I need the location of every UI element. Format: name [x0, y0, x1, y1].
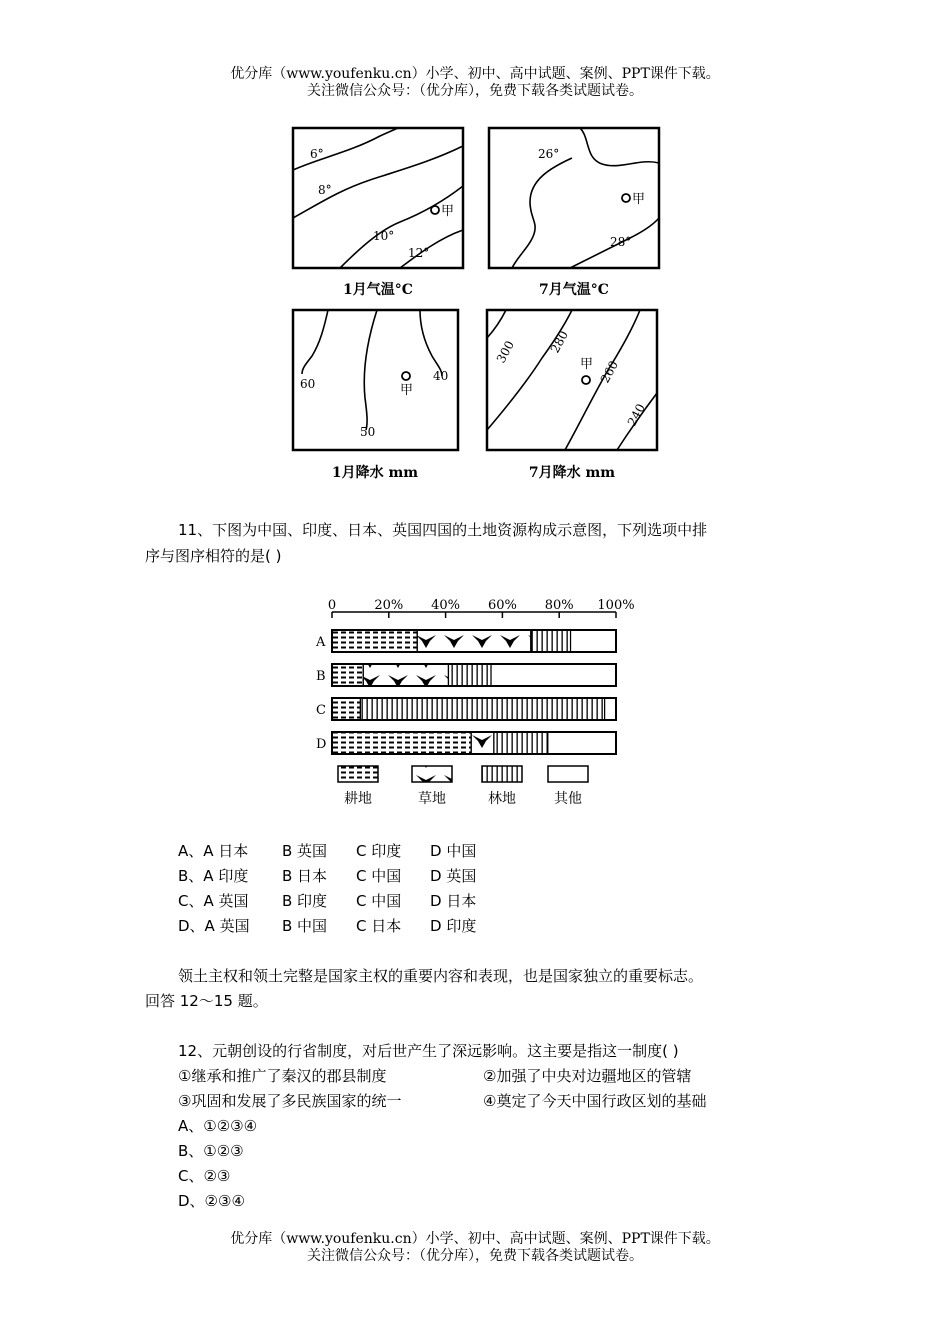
isoline-label: 10°: [373, 229, 395, 243]
point-label: 甲: [632, 192, 646, 207]
passage-line-2: 回答 12～15 题。: [145, 992, 268, 1010]
legend: [338, 766, 588, 807]
bar-segment: [332, 732, 471, 754]
bar-segment: [332, 664, 363, 686]
option-d-part-2: B 中国: [282, 917, 328, 935]
bars: [315, 630, 616, 754]
option-a-part-1[interactable]: A、A 日本: [178, 842, 249, 860]
isoline-label: 240: [624, 401, 648, 429]
legend-label: 林地: [488, 791, 516, 807]
header-line-2: 关注微信公众号：（优分库），免费下载各类试题试卷。: [307, 83, 643, 99]
option-b-part-1[interactable]: B、A 印度: [178, 867, 249, 885]
bar-category-label: C: [316, 703, 326, 718]
question-11-line-1: 11、下图为中国、印度、日本、英国四国的土地资源构成示意图，下列选项中排: [178, 521, 708, 539]
point-marker-icon: [431, 206, 439, 214]
legend-label: 耕地: [344, 791, 372, 807]
legend-swatch: [412, 766, 452, 782]
bar-segment: [471, 732, 494, 754]
bar-segment: [491, 664, 616, 686]
option-b-part-4: D 英国: [430, 867, 477, 885]
option-c-part-3: C 中国: [356, 892, 402, 910]
footer-line-2: 关注微信公众号：（优分库），免费下载各类试题试卷。: [307, 1248, 643, 1264]
axis-tick-label: 80%: [544, 598, 574, 613]
option-d-part-4: D 印度: [430, 917, 477, 935]
axis-tick-label: 20%: [374, 598, 404, 613]
legend-swatch: [548, 766, 588, 782]
bar-segment: [417, 630, 531, 652]
axis-ticks: [328, 598, 635, 618]
bar-segment: [548, 732, 616, 754]
axis-tick-label: 0: [327, 598, 337, 613]
bar-segment: [332, 630, 417, 652]
axis-tick-label: 100%: [597, 598, 635, 613]
map-jan-temperature: [293, 128, 463, 298]
bar-category-label: D: [316, 737, 327, 752]
point-marker-icon: [622, 194, 630, 202]
bar-category-label: A: [316, 635, 326, 650]
point-marker-icon: [402, 372, 410, 380]
option-row: [178, 889, 476, 914]
option-b-part-3: C 中国: [356, 867, 402, 885]
option-a-part-3: C 印度: [356, 842, 402, 860]
page-footer: [0, 1231, 950, 1265]
question-11-line-2: 序与图序相符的是( ): [145, 547, 282, 565]
legend-swatch: [338, 766, 378, 782]
option-d[interactable]: D、②③④: [178, 1192, 245, 1210]
bar-segment: [605, 698, 616, 720]
option-row: [178, 839, 476, 864]
bar-segment: [494, 732, 548, 754]
isoline-label: 28°: [610, 235, 632, 249]
bar-segment: [360, 698, 604, 720]
statement-3: ③巩固和发展了多民族国家的统一: [178, 1092, 402, 1110]
legend-swatch: [482, 766, 522, 782]
point-label: 甲: [441, 204, 455, 219]
bar-segment: [531, 630, 571, 652]
option-a-part-2: B 英国: [282, 842, 328, 860]
option-d-part-1[interactable]: D、A 英国: [178, 917, 250, 935]
map-jul-temperature: [489, 128, 659, 298]
header-line-1: 优分库（www.youfenku.cn）小学、初中、高中试题、案例、PPT课件下载。: [230, 66, 720, 82]
footer-line-1: 优分库（www.youfenku.cn）小学、初中、高中试题、案例、PPT课件下载。: [230, 1231, 720, 1247]
option-b-part-2: B 日本: [282, 867, 328, 885]
bar-segment: [363, 664, 448, 686]
statement-4: ④奠定了今天中国行政区划的基础: [483, 1092, 707, 1110]
option-a[interactable]: A、①②③④: [178, 1117, 258, 1135]
point-marker-icon: [582, 376, 590, 384]
option-a-part-4: D 中国: [430, 842, 477, 860]
legend-label: 其他: [554, 791, 582, 807]
isoline-label: 8°: [318, 183, 332, 197]
option-c-part-4: D 日本: [430, 892, 477, 910]
isoline-label: 280: [547, 328, 571, 356]
option-c-part-2: B 印度: [282, 892, 328, 910]
question-12-stem: 12、元朝创设的行省制度，对后世产生了深远影响。这主要是指这一制度( ): [178, 1042, 679, 1060]
passage-line-1: 领土主权和领土完整是国家主权的重要内容和表现，也是国家独立的重要标志。: [178, 967, 704, 985]
isoline-label: 60: [300, 377, 316, 391]
bar-segment: [571, 630, 616, 652]
isoline-maps-figure: [280, 118, 670, 490]
map-caption: 1月降水 mm: [331, 465, 419, 481]
map-jan-precipitation: [293, 310, 458, 481]
option-b[interactable]: B、①②③: [178, 1142, 244, 1160]
bar-category-label: B: [316, 669, 326, 684]
option-c[interactable]: C、②③: [178, 1167, 231, 1185]
isoline-label: 300: [493, 338, 517, 366]
axis-tick-label: 60%: [487, 598, 517, 613]
bar-segment: [332, 698, 360, 720]
point-label: 甲: [580, 357, 594, 372]
axis-tick-label: 40%: [431, 598, 461, 613]
bar-segment: [448, 664, 491, 686]
map-caption: 1月气温°C: [343, 282, 413, 298]
map-caption: 7月气温°C: [539, 282, 609, 298]
isoline-label: 260: [597, 358, 621, 386]
option-row: [178, 914, 476, 939]
land-resources-chart: [300, 590, 650, 812]
option-c-part-1[interactable]: C、A 英国: [178, 892, 249, 910]
option-row: [178, 864, 476, 889]
map-jul-precipitation: [487, 310, 657, 481]
isoline-label: 12°: [408, 246, 430, 260]
point-label: 甲: [400, 383, 414, 398]
page-header: [0, 66, 950, 100]
option-d-part-3: C 日本: [356, 917, 402, 935]
map-caption: 7月降水 mm: [528, 465, 616, 481]
isoline-label: 6°: [310, 147, 324, 161]
statement-2: ②加强了中央对边疆地区的管辖: [483, 1067, 692, 1085]
statement-1: ①继承和推广了秦汉的郡县制度: [178, 1067, 387, 1085]
isoline-label: 40: [433, 369, 449, 383]
isoline-label: 26°: [538, 147, 560, 161]
isoline-label: 50: [360, 425, 376, 439]
legend-label: 草地: [418, 791, 446, 807]
